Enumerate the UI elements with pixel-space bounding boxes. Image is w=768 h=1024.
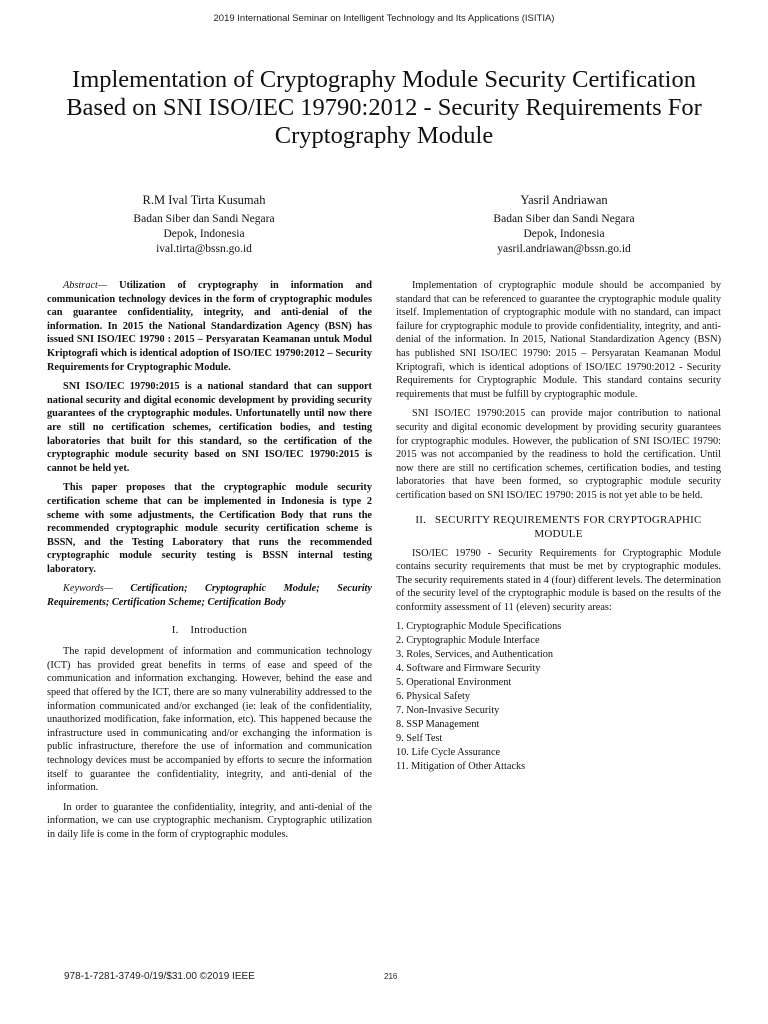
list-item: 8. SSP Management [396, 719, 480, 731]
author-affiliation: Badan Siber dan Sandi Negara [133, 213, 275, 225]
title-line: Implementation of Cryptography Module Security Certification [72, 66, 696, 93]
author-block-2 [434, 193, 694, 257]
author-location: Depok, Indonesia [523, 228, 605, 240]
body-paragraph: ISO/IEC 19790 - Security Requirements for Cryptographic Module contains security requirements that must be met by cryptographic modules. The security requirements stated in 4 (four) different levels. The determination of the security level of the cryptographic module is based on the results of the conformity assessment of 11 (eleven) security areas: [396, 547, 721, 613]
title-line: Based on SNI ISO/IEC 19790:2012 - Security Requirements For [66, 94, 702, 121]
list-item: 4. Software and Firmware Security [396, 663, 541, 675]
paper-title [40, 66, 728, 150]
author-name: Yasril Andriawan [520, 193, 608, 207]
title-line: Cryptography Module [274, 122, 494, 149]
body-paragraph: SNI ISO/IEC 19790:2015 can provide major contribution to national security and digital economic development by providing security guarantees for cryptographic modules. However, the publication of SNI ISO/IEC 19790: 2015 was not accompanied by the readiness to hold the certification. Until now there are still no certification schemes, certification bodies, and testing laboratories that have been formed, so cryptographic module security certification based on SNI ISO/IEC 19790: 2015 is not yet able to be held. [396, 408, 721, 501]
body-paragraph: The rapid development of information and communication technology (ICT) has provided great benefits in terms of ease and speed of the communication and information exchanging. However, behind the ease and speed that offered by the ICT, there are so many vulnerability addressed to the information communicated and/or exchanged (ie: leak of the confidentiality, unauthorized modification, fake information, etc). This happened because the infrastructure used in communicating and/or exchanging the information is public infrastructure, therefore the use of information and communication technology devices must be accompanied by efforts to secure the information itself to guarantee the confidentiality, integrity, and anti-denial of the information. [47, 646, 372, 794]
keywords [47, 582, 372, 609]
page-number: 216 [384, 972, 398, 981]
abstract-lead: Abstract— [63, 280, 108, 291]
author-email: yasril.andriawan@bssn.go.id [497, 243, 631, 255]
author-email: ival.tirta@bssn.go.id [156, 243, 252, 255]
section-heading-introduction: I. Introduction [171, 623, 248, 636]
list-item: 2. Cryptographic Module Interface [396, 635, 540, 647]
list-item: 7. Non-Invasive Security [396, 705, 500, 717]
list-item: 11. Mitigation of Other Attacks [396, 761, 526, 773]
list-item: 9. Self Test [396, 733, 443, 745]
author-block-1 [74, 193, 334, 257]
abstract-paragraph [47, 279, 372, 374]
keywords-text: Certification; Cryptographic Module; Security Requirements; Certification Scheme; Certification Body [47, 583, 372, 609]
abstract-text: Utilization of cryptography in information and communication technology devices in the form of cryptographic modules can guarantee confidentiality, integrity, and anti-denial of the information. In 2015 the National Standardization Agency (BSN) has issued SNI ISO/IEC 19790 : 2015 – Persyaratan Keamanan untuk Modul Kriptografi which is identical adoption of ISO/IEC 19790:2012 – Security Requirements for Cryptographic Module. [47, 280, 372, 373]
list-item: 1. Cryptographic Module Specifications [396, 621, 562, 633]
right-column [396, 279, 721, 774]
list-item: 6. Physical Safety [396, 691, 471, 703]
abstract [47, 279, 372, 576]
keywords-lead: Keywords— [63, 583, 113, 595]
abstract-paragraph: This paper proposes that the cryptographic module security certification scheme that can be implemented in Indonesia is type 2 scheme with some adjustments, the Certification Body that runs the recommended cryptographic module security certification scheme is BSSN, and the Testing Laboratory that runs the recommended cryptographic module security testing is BSSN internal testing laboratory. [47, 482, 372, 575]
conference-header: 2019 International Seminar on Intelligent Technology and Its Applications (ISITIA) [213, 13, 555, 24]
list-item: 3. Roles, Services, and Authentication [396, 649, 553, 661]
author-name: R.M Ival Tirta Kusumah [142, 193, 266, 207]
abstract-paragraph: SNI ISO/IEC 19790:2015 is a national standard that can support national security and digital economic development by providing security guarantees of the cryptographic modules. Unfortunatelly until now there are still no certification schemes, certification bodies, and testing laboratories that built for this standard, so the certification of the cryptographic module security based on SNI ISO/IEC 19790:2015 is cannot be held yet. [47, 381, 372, 474]
author-affiliation: Badan Siber dan Sandi Negara [493, 213, 635, 225]
body-paragraph: Implementation of cryptographic module should be accompanied by standard that can be referenced to guarantee the cryptographic module quality itself. Implementation of cryptographic module with no standard, can impact failure for cryptographic module to provide confidentiality, integrity, and anti-denial of the information. In 2015, National Standardization Agency (BSN) has published SNI ISO/IEC 19790: 2015 – Persyaratan Keamanan Modul Kriptografi, which is identical adoptions of ISO/IEC 19790:2012 - Security Requirements for Cryptographic Module. This standard contains security requirements that must be fulfill by cryptographic module. [396, 280, 721, 400]
list-item: 10. Life Cycle Assurance [396, 747, 501, 759]
body-paragraph: In order to guarantee the confidentiality, integrity, and anti-denial of the information, we can use cryptographic mechanism. Cryptographic utilization in daily life is come in the form of cryptographic modules. [47, 801, 372, 840]
author-location: Depok, Indonesia [163, 228, 245, 240]
left-column [47, 279, 372, 848]
list-item: 5. Operational Environment [396, 677, 512, 689]
security-areas-list [396, 620, 721, 774]
footer-isbn: 978-1-7281-3749-0/19/$31.00 ©2019 IEEE [64, 971, 255, 982]
section-heading-security-requirements: II. SECURITY REQUIREMENTS FOR CRYPTOGRAPHIC MODULE [415, 513, 702, 540]
